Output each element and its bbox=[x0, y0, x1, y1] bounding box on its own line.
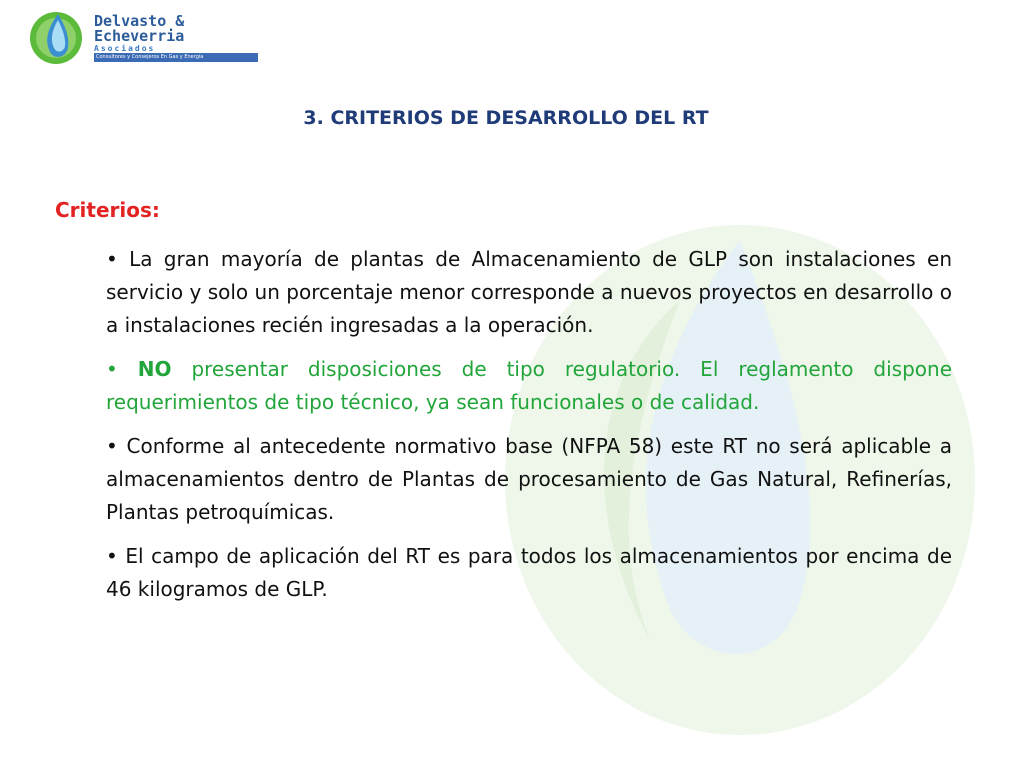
logo-name-line3: Asociados bbox=[94, 44, 156, 53]
bullet-text: presentar disposiciones de tipo regulatorio. El reglamento dispone requerimientos de tipo técnico, ya sean funcionales o de calidad. bbox=[106, 357, 952, 414]
section-label: Criterios: bbox=[55, 198, 160, 222]
bullet-item-1 bbox=[106, 243, 952, 342]
bullet-text: El campo de aplicación del RT es para todos los almacenamientos por encima de 46 kilogramos de GLP. bbox=[106, 544, 952, 601]
bullet-item-3 bbox=[106, 430, 952, 529]
bullet-item-4 bbox=[106, 540, 952, 606]
bullet-marker: • bbox=[106, 544, 118, 568]
bullet-emphasis: NO bbox=[137, 357, 172, 381]
company-logo bbox=[24, 6, 254, 66]
logo-name-line2: Echeverria bbox=[94, 27, 185, 45]
bullet-item-2 bbox=[106, 353, 952, 419]
slide-title: 3. CRITERIOS DE DESARROLLO DEL RT bbox=[303, 107, 709, 129]
logo-tagline: Consultores y Consejeros En Gas y Energía bbox=[94, 53, 258, 62]
bullet-text: Conforme al antecedente normativo base (NFPA 58) este RT no será aplicable a almacenamientos dentro de Plantas de procesamiento de Gas Natural, Refinerías, Plantas petroquímicas. bbox=[106, 434, 953, 524]
bullet-text: La gran mayoría de plantas de Almacenamiento de GLP son instalaciones en servicio y solo un porcentaje menor corresponde a nuevos proyectos en desarrollo o a instalaciones recién ingresadas a la operación. bbox=[106, 247, 952, 337]
bullet-list bbox=[106, 243, 952, 617]
bullet-marker: • bbox=[106, 434, 118, 458]
drop-leaf-icon bbox=[24, 6, 90, 66]
logo-name-line1: Delvasto & bbox=[94, 12, 185, 30]
bullet-marker: • bbox=[106, 357, 118, 381]
bullet-marker: • bbox=[106, 247, 118, 271]
